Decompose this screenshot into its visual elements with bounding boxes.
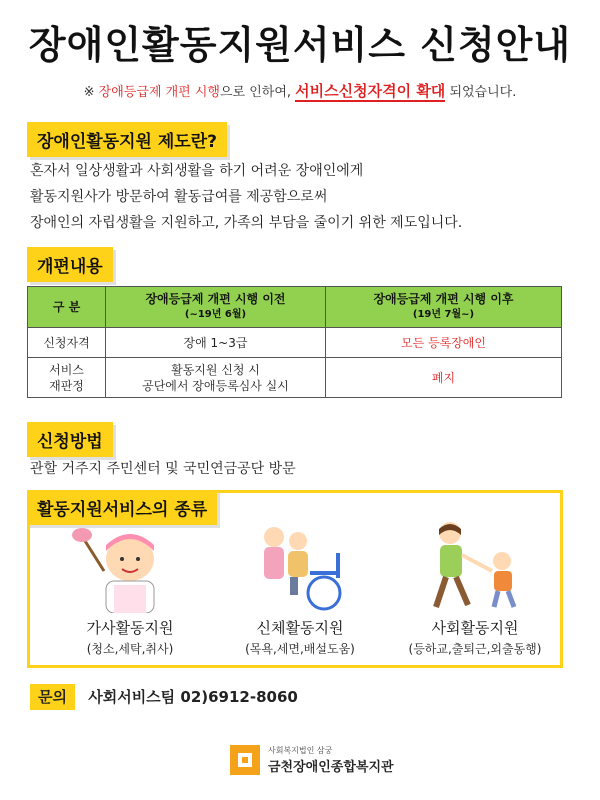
- contact-line: [30, 686, 298, 707]
- definition-line: 장애인의 자립생활을 지원하고, 가족의 부담을 줄이기 위한 제도입니다.: [30, 215, 463, 231]
- row-before: 장애 1~3급: [106, 328, 326, 358]
- header-before: [106, 287, 326, 328]
- org-sub-name: 사회복지법인 삼궁: [268, 746, 333, 755]
- table-row: [28, 358, 562, 398]
- type-household: [50, 523, 210, 657]
- row-label: [28, 358, 106, 398]
- type-desc: (청소,세탁,취사): [86, 642, 174, 656]
- org-name: 금천장애인종합복지관: [268, 760, 394, 775]
- notice-highlight: 서비스신청자격이 확대: [295, 82, 446, 100]
- header-after-sub: (19년 7월~): [412, 309, 475, 320]
- row-after: 모든 등록장애인: [326, 328, 562, 358]
- row-before-line: 공단에서 장애등록심사 실시: [142, 378, 289, 393]
- section-tag-types: 활동지원서비스의 종류: [27, 490, 217, 525]
- type-social: [390, 519, 560, 657]
- row-label: 신청자격: [28, 328, 106, 358]
- contact-tag: 문의: [30, 684, 75, 710]
- table-row: [28, 328, 562, 358]
- row-label-line: 서비스: [49, 362, 84, 377]
- notice-end: 되었습니다.: [449, 85, 517, 100]
- row-after: 폐지: [326, 358, 562, 398]
- row-label-line: 재판정: [49, 378, 84, 393]
- type-physical: [220, 523, 380, 657]
- definition-line: 혼자서 일상생활과 사회생활을 하기 어려운 장애인에게: [30, 163, 364, 179]
- header-before-sub: (~19년 6월): [184, 309, 247, 320]
- section-tag-method: 신청방법: [27, 422, 113, 457]
- type-desc: (목욕,세면,배설도움): [245, 642, 355, 656]
- definition-text: [30, 158, 462, 236]
- type-desc: (등하교,출퇴근,외출동행): [408, 642, 542, 656]
- page-title: 장애인활동지원서비스 신청안내: [28, 23, 572, 67]
- type-name: 사회활동지원: [431, 619, 519, 637]
- header-after: [326, 287, 562, 328]
- notice-middle: 으로 인하여,: [219, 85, 292, 100]
- section-tag-reform: 개편내용: [27, 247, 113, 282]
- org-logo-icon: [228, 743, 262, 777]
- wheelchair-care-icon: [240, 523, 360, 613]
- notice-red-part: 장애등급제 개편 시행: [98, 85, 220, 100]
- header-before-main: 장애등급제 개편 시행 이전: [145, 292, 286, 306]
- org-logo: [228, 740, 394, 780]
- row-before-line: 활동지원 신청 시: [171, 362, 260, 377]
- header-category: 구 분: [28, 287, 106, 328]
- table-header-row: [28, 287, 562, 328]
- org-logo-text: [268, 745, 394, 775]
- notice-mark: ※: [83, 85, 95, 100]
- housekeeper-icon: [70, 523, 190, 613]
- row-before: [106, 358, 326, 398]
- notice-line: [0, 80, 600, 101]
- walking-family-icon: [410, 519, 540, 613]
- type-name: 신체활동지원: [256, 619, 344, 637]
- type-name: 가사활동지원: [86, 619, 174, 637]
- section-tag-definition: 장애인활동지원 제도란?: [27, 122, 227, 157]
- definition-line: 활동지원사가 방문하여 활동급여를 제공함으로써: [30, 189, 328, 205]
- header-after-main: 장애등급제 개편 시행 이후: [373, 292, 514, 306]
- method-text: 관할 거주지 주민센터 및 국민연금공단 방문: [30, 461, 296, 477]
- contact-text: 사회서비스팀 02)6912-8060: [88, 688, 298, 706]
- reform-table: [27, 286, 562, 398]
